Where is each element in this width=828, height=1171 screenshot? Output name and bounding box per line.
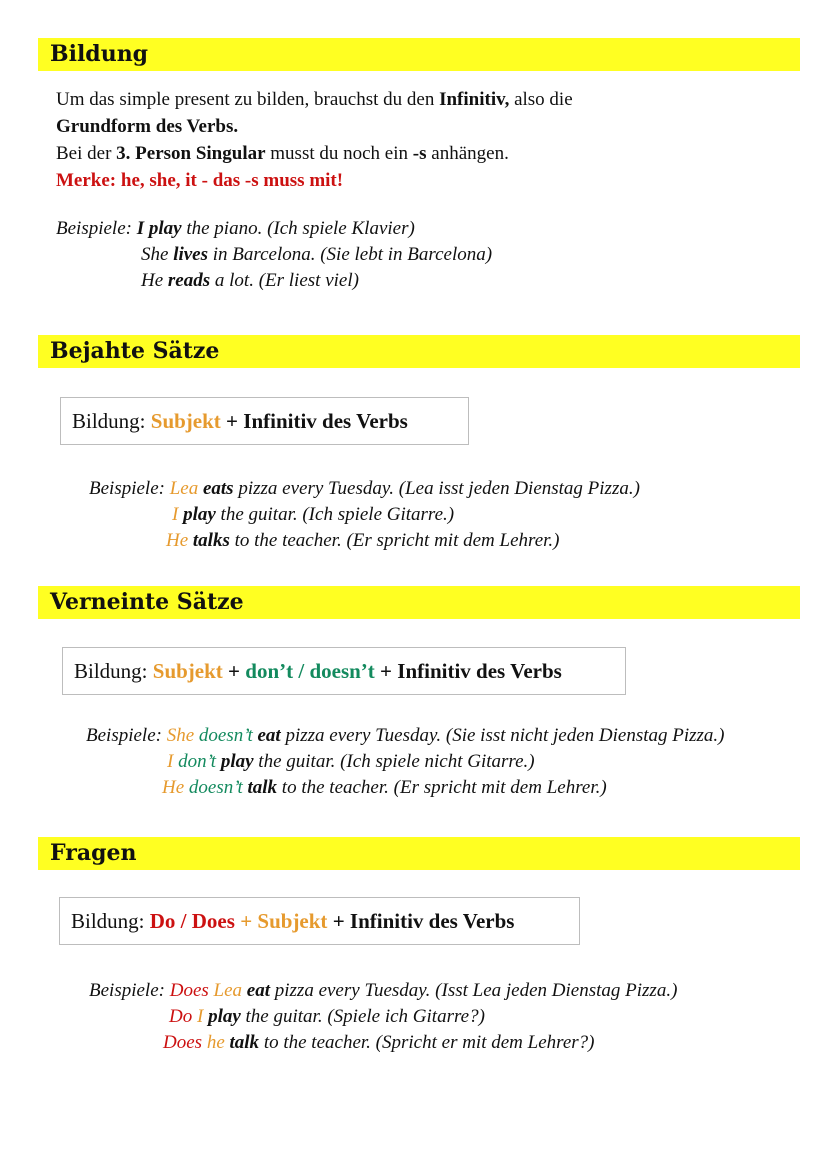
formula-box-verneinte: Bildung: Subjekt + don’t / doesn’t + Infinitiv des Verbs [62, 647, 626, 695]
example-line: Beispiele: I play the piano. (Ich spiele Klavier) [56, 218, 415, 239]
bildung-line-2: Grundform des Verbs. [56, 116, 239, 137]
bildung-line-3: Bei der 3. Person Singular musst du noch ein -s anhängen. [56, 143, 509, 164]
section-heading-fragen: Fragen [38, 837, 800, 870]
example-line: He doesn’t talk to the teacher. (Er spricht mit dem Lehrer.) [162, 777, 607, 798]
merke-note: Merke: he, she, it - das -s muss mit! [56, 170, 344, 191]
example-line: Do I play the guitar. (Spiele ich Gitarre?) [169, 1006, 485, 1027]
example-line: She lives in Barcelona. (Sie lebt in Barcelona) [141, 244, 493, 265]
example-line: I don’t play the guitar. (Ich spiele nicht Gitarre.) [167, 751, 535, 772]
example-line: Beispiele: Lea eats pizza every Tuesday. (Lea isst jeden Dienstag Pizza.) [89, 478, 640, 499]
section-heading-bejahte: Bejahte Sätze [38, 335, 800, 368]
section-heading-bildung: Bildung [38, 38, 800, 71]
section-heading-verneinte: Verneinte Sätze [38, 586, 800, 619]
example-line: Beispiele: She doesn’t eat pizza every Tuesday. (Sie isst nicht jeden Dienstag Pizza.) [86, 725, 725, 746]
bildung-line-1: Um das simple present zu bilden, brauchst du den Infinitiv, also die [56, 89, 573, 110]
example-line: He reads a lot. (Er liest viel) [141, 270, 359, 291]
formula-box-fragen: Bildung: Do / Does + Subjekt + Infinitiv des Verbs [59, 897, 580, 945]
example-line: Does he talk to the teacher. (Spricht er mit dem Lehrer?) [163, 1032, 595, 1053]
example-line: He talks to the teacher. (Er spricht mit dem Lehrer.) [166, 530, 560, 551]
example-line: Beispiele: Does Lea eat pizza every Tuesday. (Isst Lea jeden Dienstag Pizza.) [89, 980, 678, 1001]
example-line: I play the guitar. (Ich spiele Gitarre.) [172, 504, 455, 525]
bildung-explanation [56, 86, 776, 194]
formula-box-bejahte: Bildung: Subjekt + Infinitiv des Verbs [60, 397, 469, 445]
